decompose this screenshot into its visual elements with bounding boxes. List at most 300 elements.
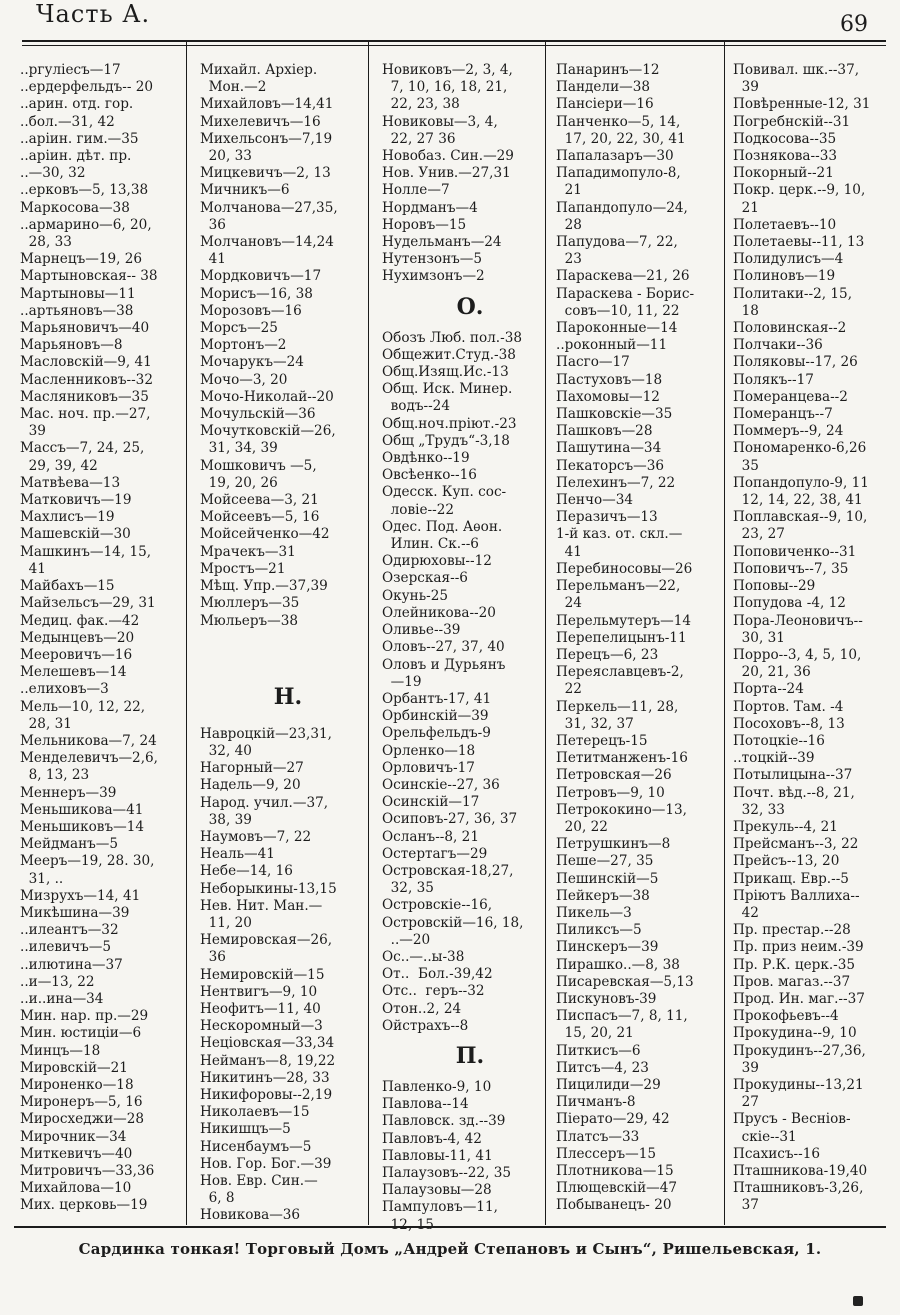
index-entry: Овсѣенко--16 — [382, 467, 477, 484]
index-entry: Обозъ Люб. пол.-38 — [382, 329, 522, 346]
index-entry: Пелехинъ—7, 22 — [556, 474, 676, 491]
index-entry: Повѣренные-12, 31 — [733, 96, 871, 113]
index-entry: Пансіери—16 — [556, 96, 654, 113]
index-entry: Оловъ и Дурьянъ — [382, 656, 506, 673]
index-entry: Никитинъ—28, 33 — [200, 1069, 330, 1086]
index-entry: Пирашко..—8, 38 — [556, 956, 680, 973]
index-entry: ..илютина—37 — [20, 956, 123, 973]
index-entry: Панаринъ—12 — [556, 62, 660, 78]
index-entry: Марьяновичъ—40 — [20, 320, 150, 337]
header-rule-top — [22, 40, 886, 42]
index-entry: Перецъ—6, 23 — [556, 646, 659, 663]
index-entry: Окунь-25 — [382, 587, 448, 604]
index-entry: Прокудина--9, 10 — [733, 1025, 857, 1042]
index-entry: Меньшиковъ—14 — [20, 818, 144, 835]
index-entry: Островская-18,27, — [382, 862, 514, 879]
entry-list — [382, 330, 558, 1035]
index-entry: 36 — [200, 216, 226, 233]
index-entry: Мель—10, 12, 22, — [20, 698, 146, 715]
index-entry: Попандопуло-9, 11 — [733, 474, 869, 491]
index-entry: Овдѣнко--19 — [382, 450, 470, 467]
index-entry: Пицилиди—29 — [556, 1076, 661, 1093]
index-entry: Матковичъ—19 — [20, 492, 132, 509]
index-entry: Меньшикова—41 — [20, 801, 144, 818]
index-entry: Орловичъ-17 — [382, 759, 475, 776]
index-entry: Миткевичъ—40 — [20, 1145, 133, 1162]
index-entry: Михайл. Архіер. — [200, 62, 318, 78]
index-entry: Мизрухъ—14, 41 — [20, 887, 141, 904]
entry-list — [382, 62, 558, 286]
index-entry: Одирюховы--12 — [382, 553, 492, 570]
index-entry: Одес. Под. Аѳон. — [382, 518, 503, 535]
index-entry: Машевскій—30 — [20, 526, 131, 543]
index-entry: Писпасъ—7, 8, 11, — [556, 1008, 688, 1025]
index-entry: Мичникъ—6 — [200, 182, 290, 199]
index-entry: 32, 33 — [733, 801, 785, 818]
index-entry: Писаревская—5,13 — [556, 973, 694, 990]
index-entry: ..и—13, 22 — [20, 973, 95, 990]
index-entry: Перазичъ—13 — [556, 509, 658, 526]
index-entry: 15, 20, 21 — [556, 1025, 634, 1042]
index-entry: Меннеръ—39 — [20, 784, 117, 801]
index-column-4 — [556, 62, 732, 1215]
index-entry: Мойсейченко—42 — [200, 526, 330, 543]
index-entry: Полякъ--17 — [733, 371, 814, 388]
entry-list — [733, 62, 900, 1215]
index-entry: Островскій—16, 18, — [382, 914, 524, 931]
index-entry: Пинскеръ—39 — [556, 939, 659, 956]
index-entry: Немировская—26, — [200, 932, 333, 949]
index-entry: Потоцкіе--16 — [733, 732, 825, 749]
index-entry: Пенчо—34 — [556, 492, 634, 509]
index-entry: Михайлова—10 — [20, 1180, 132, 1197]
index-entry: Переяславцевъ-2, — [556, 664, 684, 681]
index-entry: Погребнскій--31 — [733, 113, 851, 130]
index-entry: Мироненко—18 — [20, 1076, 134, 1093]
index-entry: ..аріин. гим.—35 — [20, 130, 139, 147]
index-entry: Новиковъ—2, 3, 4, — [382, 62, 513, 78]
index-entry: Неаль—41 — [200, 846, 275, 863]
index-entry: Осинскій—17 — [382, 794, 480, 811]
index-entry: Прод. Ин. маг.--37 — [733, 990, 865, 1007]
index-entry: Прокудины--13,21 — [733, 1076, 864, 1093]
index-entry: Поповы--29 — [733, 578, 816, 595]
index-entry: скіе--31 — [733, 1128, 797, 1145]
index-entry: Прусъ - Весніов- — [733, 1111, 851, 1128]
index-entry: Папалазаръ—30 — [556, 148, 674, 165]
index-entry: Петерецъ-15 — [556, 732, 648, 749]
index-entry: Пашковъ—28 — [556, 423, 653, 440]
index-entry: 1-й каз. от. скл.— — [556, 526, 683, 543]
index-entry: Павловы-11, 41 — [382, 1147, 493, 1164]
index-entry: Петровъ—9, 10 — [556, 784, 665, 801]
index-entry: Порта--24 — [733, 681, 804, 698]
index-entry: 32, 40 — [200, 742, 252, 759]
index-entry: ..тоцкій--39 — [733, 750, 815, 767]
index-entry: Михелевичъ—16 — [200, 113, 321, 130]
index-entry: Мелешевъ—14 — [20, 664, 127, 681]
index-entry: Мюльеръ—38 — [200, 612, 299, 629]
footer-rule — [14, 1226, 886, 1228]
index-entry: Пампуловъ—11, — [382, 1199, 498, 1216]
index-entry: Пономаренко-6,26 — [733, 440, 867, 457]
index-entry: Мин. юстиціи—6 — [20, 1025, 142, 1042]
index-entry: Мельникова—7, 24 — [20, 732, 157, 749]
index-entry: Мочо—3, 20 — [200, 371, 288, 388]
index-entry: Майбахъ—15 — [20, 578, 115, 595]
index-entry: Нов. Гор. Бог.—39 — [200, 1155, 332, 1172]
index-entry: Мойсеевъ—5, 16 — [200, 509, 320, 526]
index-entry: Мортонъ—2 — [200, 337, 287, 354]
index-entry: Пташниковъ-3,26, — [733, 1180, 864, 1197]
index-entry: 12, 14, 22, 38, 41 — [733, 492, 863, 509]
index-entry: Нордманъ—4 — [382, 199, 478, 216]
index-entry: Мартыновы—11 — [20, 285, 136, 302]
index-entry: Пароконные—14 — [556, 320, 678, 337]
index-entry: Медынцевъ—20 — [20, 629, 135, 646]
index-entry: 7, 10, 16, 18, 21, — [382, 79, 508, 96]
index-entry: Полчаки--36 — [733, 337, 823, 354]
index-entry: Пападимопуло-8, — [556, 165, 681, 182]
index-entry: Миронеръ—5, 16 — [20, 1094, 143, 1111]
index-entry: 39 — [733, 79, 759, 96]
index-entry: Оловъ--27, 37, 40 — [382, 639, 505, 656]
index-entry: 22, 23, 38 — [382, 96, 460, 113]
index-entry: Марнецъ—19, 26 — [20, 251, 143, 268]
index-entry: Палаузовы—28 — [382, 1182, 492, 1199]
index-entry: Мас. ноч. пр.—27, — [20, 406, 151, 423]
index-entry: ..ердерфельдъ-- 20 — [20, 79, 154, 96]
index-entry: 22 — [556, 681, 582, 698]
index-entry: Микѣшина—39 — [20, 904, 130, 921]
index-entry: Петрушкинъ—8 — [556, 836, 671, 853]
index-entry: Поповичъ--7, 35 — [733, 560, 849, 577]
index-entry: Молчанова—27,35, — [200, 199, 338, 216]
index-entry: Нисенбаумъ—5 — [200, 1138, 312, 1155]
index-entry: Покр. церк.--9, 10, — [733, 182, 866, 199]
index-entry: Осинскіе--27, 36 — [382, 776, 500, 793]
index-entry: Мростъ—21 — [200, 560, 286, 577]
index-entry: Неборыкины-13,15 — [200, 880, 337, 897]
index-entry: Поляковы--17, 26 — [733, 354, 858, 371]
index-entry: Полиновъ—19 — [733, 268, 836, 285]
index-entry: Померанцева--2 — [733, 388, 848, 405]
index-entry: Нов. Унив.—27,31 — [382, 165, 511, 182]
entry-list — [382, 1079, 558, 1234]
index-entry: Пекаторсъ—36 — [556, 457, 665, 474]
index-entry: Озерская--6 — [382, 570, 468, 587]
index-entry: Пискуновъ-39 — [556, 990, 657, 1007]
index-entry: Мѣщ. Упр.—37,39 — [200, 578, 328, 595]
index-entry: Піерато—29, 42 — [556, 1111, 670, 1128]
index-entry: 21 — [733, 199, 759, 216]
index-entry: 20, 21, 36 — [733, 664, 811, 681]
index-entry: Мировскій—21 — [20, 1059, 128, 1076]
index-entry: Новикова—36 — [200, 1207, 301, 1224]
index-entry: ..—20 — [382, 931, 431, 948]
index-entry: Морсъ—25 — [200, 320, 278, 337]
index-entry: Перепелицынъ-11 — [556, 629, 687, 646]
index-entry: Питсъ—4, 23 — [556, 1059, 649, 1076]
index-entry: Нухимзонъ—2 — [382, 268, 485, 285]
index-entry: Морисъ—16, 38 — [200, 285, 313, 302]
index-entry: Общ.ноч.пріют.-23 — [382, 415, 517, 432]
index-entry: Остертагъ—29 — [382, 845, 488, 862]
index-entry: ..артьяновъ—38 — [20, 302, 134, 319]
index-entry: Полидулисъ—4 — [733, 251, 844, 268]
index-entry: Посоховъ--8, 13 — [733, 715, 845, 732]
index-entry: ..и..ина—34 — [20, 990, 104, 1007]
index-entry: Пасго—17 — [556, 354, 630, 371]
index-entry: Половинская--2 — [733, 320, 847, 337]
index-entry: Матвѣева—13 — [20, 474, 121, 491]
index-entry: Нагорный—27 — [200, 760, 304, 777]
index-entry: Мицкевичъ—2, 13 — [200, 165, 331, 182]
part-title: Часть А. — [36, 0, 151, 28]
index-column-1 — [20, 62, 196, 1215]
index-entry: Осиповъ-27, 36, 37 — [382, 811, 518, 828]
index-entry: Пиликсъ—5 — [556, 922, 642, 939]
index-entry: 36 — [200, 949, 226, 966]
index-entry: 32, 35 — [382, 880, 434, 897]
index-entry: От.. Бол.-39,42 — [382, 966, 493, 983]
index-entry: Псахисъ--16 — [733, 1145, 821, 1162]
index-entry: Небе—14, 16 — [200, 863, 293, 880]
index-entry: Покорный--21 — [733, 165, 834, 182]
index-entry: Минцъ—18 — [20, 1042, 101, 1059]
index-entry: Оливье--39 — [382, 622, 461, 639]
index-entry: Побыванецъ- 20 — [556, 1197, 672, 1214]
index-entry: Островскіе--16, — [382, 897, 493, 914]
index-entry: Пашутина—34 — [556, 440, 662, 457]
index-entry: Народ. учил.—37, — [200, 794, 329, 811]
index-entry: Прейсманъ--3, 22 — [733, 836, 859, 853]
index-entry: водъ--24 — [382, 398, 450, 415]
index-entry: Мейдманъ—5 — [20, 836, 119, 853]
index-entry: Осланъ--8, 21 — [382, 828, 479, 845]
index-entry: 22, 27 36 — [382, 130, 456, 147]
index-entry: Орельфельдъ-9 — [382, 725, 491, 742]
index-entry: 28 — [556, 216, 582, 233]
index-entry: 24 — [556, 595, 582, 612]
index-entry: Пр. престар.--28 — [733, 922, 851, 939]
index-entry: —19 — [382, 673, 422, 690]
index-entry: 6, 8 — [200, 1190, 235, 1207]
index-entry: Параскева—21, 26 — [556, 268, 690, 285]
index-entry: ..роконный—11 — [556, 337, 668, 354]
index-entry: 23, 27 — [733, 526, 785, 543]
index-entry: Общежит.Студ.-38 — [382, 346, 516, 363]
index-entry: ..армарино—6, 20, — [20, 216, 152, 233]
index-entry: Политаки--2, 15, — [733, 285, 853, 302]
index-entry: 11, 20 — [200, 914, 252, 931]
index-entry: Наумовъ—7, 22 — [200, 828, 312, 845]
index-entry: Павловск. зд.--39 — [382, 1113, 506, 1130]
header-rule-bottom — [22, 45, 886, 46]
index-entry: Новиковы—3, 4, — [382, 113, 498, 130]
index-entry: Мойсеева—3, 21 — [200, 492, 319, 509]
index-entry: Прейсъ--13, 20 — [733, 853, 840, 870]
index-entry: Маркосова—38 — [20, 199, 130, 216]
index-entry: Папандопуло—24, — [556, 199, 688, 216]
index-column-5 — [733, 62, 900, 1215]
index-entry: Общ „Трудъ“-3,18 — [382, 432, 510, 449]
index-entry: Мошковичъ —5, — [200, 457, 317, 474]
index-entry: Отон..2, 24 — [382, 1000, 462, 1017]
index-entry: Померанцъ--7 — [733, 406, 833, 423]
index-entry: Полетаевы--11, 13 — [733, 234, 865, 251]
index-entry: Подкосова--35 — [733, 130, 837, 147]
index-entry: Пора-Леоновичъ-- — [733, 612, 863, 629]
index-entry: 19, 20, 26 — [200, 474, 278, 491]
index-entry: Нецiовская—33,34 — [200, 1035, 335, 1052]
index-entry: 28, 33 — [20, 234, 72, 251]
index-entry: Нов. Евр. Син.— — [200, 1172, 318, 1189]
index-entry: ..илеантъ—32 — [20, 922, 119, 939]
index-entry: 31, 34, 39 — [200, 440, 278, 457]
index-entry: Плющевскій—47 — [556, 1180, 678, 1197]
index-entry: Нутензонъ—5 — [382, 251, 483, 268]
index-entry: Миросхеджи—28 — [20, 1111, 145, 1128]
index-entry: 20, 33 — [200, 148, 252, 165]
index-entry: Почт. вѣд.--8, 21, — [733, 784, 855, 801]
index-entry: Илин. Ск.--6 — [382, 536, 479, 553]
index-entry: Перкель—11, 28, — [556, 698, 679, 715]
index-entry: Николаевъ—15 — [200, 1104, 310, 1121]
index-entry: Менделевичъ—2,6, — [20, 750, 159, 767]
index-entry: Нев. Нит. Ман.— — [200, 897, 323, 914]
index-entry: Морозовъ—16 — [200, 302, 302, 319]
index-entry: Мрачекъ—31 — [200, 543, 296, 560]
index-entry: Поплавская--9, 10, — [733, 509, 868, 526]
index-entry: Митровичъ—33,36 — [20, 1163, 155, 1179]
index-entry: Прокудинъ--27,36, — [733, 1042, 866, 1059]
page-number: 69 — [840, 12, 868, 37]
page-header — [0, 0, 900, 44]
index-entry: Пріютъ Валлиха-- — [733, 887, 860, 904]
index-entry: Папудова—7, 22, — [556, 234, 678, 251]
index-entry: Никишцъ—5 — [200, 1121, 291, 1138]
index-entry: Нолле—7 — [382, 182, 450, 199]
index-entry: Ос..—..ы-38 — [382, 948, 465, 965]
section-spacer — [200, 630, 376, 676]
index-entry: Пейкеръ—38 — [556, 887, 650, 904]
index-entry: Отс.. геръ--32 — [382, 983, 485, 1000]
index-entry: Мордковичъ—17 — [200, 268, 322, 285]
index-entry: Олейникова--20 — [382, 604, 496, 621]
index-entry: ловіе--22 — [382, 501, 454, 518]
index-entry: 8, 13, 23 — [20, 767, 90, 784]
index-entry: 39 — [20, 423, 46, 440]
index-entry: Нудельманъ—24 — [382, 234, 502, 251]
index-entry: Пикель—3 — [556, 904, 632, 921]
index-entry: 28, 31 — [20, 715, 72, 732]
index-entry: 37 — [733, 1197, 759, 1214]
section-letter: П. — [455, 1042, 485, 1069]
index-entry: Палаузовъ--22, 35 — [382, 1164, 512, 1181]
index-entry: ..елиховъ—3 — [20, 681, 109, 698]
index-entry: Нентвигъ—9, 10 — [200, 983, 318, 1000]
index-entry: ..арин. отд. гор. — [20, 96, 134, 113]
index-entry: Павловъ-4, 42 — [382, 1130, 482, 1147]
index-entry: Поммеръ--9, 24 — [733, 423, 844, 440]
index-entry: Попудова -4, 12 — [733, 595, 846, 612]
index-entry: Машкинъ—14, 15, — [20, 543, 152, 560]
index-entry: Масловскій—9, 41 — [20, 354, 152, 371]
index-entry: 29, 39, 42 — [20, 457, 98, 474]
index-entry: Мочульскій—36 — [200, 406, 316, 423]
index-entry: Орленко—18 — [382, 742, 476, 759]
index-entry: Пандели—38 — [556, 79, 651, 96]
index-entry: Перельманъ—22, — [556, 578, 681, 595]
entry-list — [20, 62, 196, 1215]
index-entry: 17, 20, 22, 30, 41 — [556, 130, 686, 147]
index-entry: Немировскій—15 — [200, 966, 325, 983]
index-entry: Пахомовы—12 — [556, 388, 660, 405]
index-entry: Пеше—27, 35 — [556, 853, 654, 870]
index-entry: Одесск. Куп. сос- — [382, 484, 507, 501]
index-entry: Навроцкій—23,31, — [200, 725, 332, 742]
index-entry: Ойстрахъ--8 — [382, 1017, 469, 1034]
index-entry: Прокофьевъ--4 — [733, 1008, 839, 1025]
index-entry: Пр. Р.К. церк.-35 — [733, 956, 856, 973]
index-entry: Махлисъ—19 — [20, 509, 115, 526]
index-entry: 35 — [733, 457, 759, 474]
index-entry: Масленниковъ--32 — [20, 371, 153, 388]
index-entry: Плотникова—15 — [556, 1163, 674, 1179]
index-entry: Павленко-9, 10 — [382, 1078, 492, 1095]
index-entry: Мюллеръ—35 — [200, 595, 300, 612]
index-entry: Общ. Иск. Минер. — [382, 381, 513, 398]
index-entry: 27 — [733, 1094, 759, 1111]
index-column-2 — [200, 62, 376, 1225]
index-entry: Молчановъ—14,24 — [200, 234, 334, 251]
index-entry: 18 — [733, 302, 759, 319]
index-entry: 41 — [20, 560, 46, 577]
index-entry: Платсъ—33 — [556, 1128, 640, 1145]
index-entry: Неофитъ—11, 40 — [200, 1000, 321, 1017]
index-entry: Мочутковскій—26, — [200, 423, 336, 440]
index-entry: Никифоровы--2,19 — [200, 1086, 333, 1103]
index-entry: Поповиченко--31 — [733, 543, 857, 560]
index-entry: ..ерковъ—5, 13,38 — [20, 182, 149, 199]
index-entry: Общ.Изящ.Ис.-13 — [382, 364, 509, 381]
index-entry: Параскева - Борис- — [556, 285, 695, 302]
index-entry: 31, .. — [20, 870, 64, 887]
index-entry: Прикащ. Евр.--5 — [733, 870, 849, 887]
index-entry: Майзельсъ—29, 31 — [20, 595, 156, 612]
index-entry: 23 — [556, 251, 582, 268]
entry-list — [200, 62, 376, 630]
index-entry: Потылицына--37 — [733, 767, 853, 784]
index-entry: Пр. приз неим.-39 — [733, 939, 864, 956]
index-entry: Питкисъ—6 — [556, 1042, 641, 1059]
index-entry: 21 — [556, 182, 582, 199]
index-entry: Мартыновская-- 38 — [20, 268, 158, 285]
index-entry: Нескоромный—3 — [200, 1018, 323, 1035]
page-mark — [853, 1296, 863, 1306]
index-entry: Мочо-Николай--20 — [200, 388, 334, 405]
index-entry: Петровская—26 — [556, 767, 672, 784]
index-entry: 38, 39 — [200, 811, 252, 828]
section-letter: О. — [456, 293, 484, 320]
index-entry: 42 — [733, 904, 759, 921]
entry-list — [556, 62, 732, 1215]
index-entry: Пешинскій—5 — [556, 870, 659, 887]
index-entry: Пров. магаз.--37 — [733, 973, 851, 990]
index-entry: Порро--3, 4, 5, 10, — [733, 646, 862, 663]
index-entry: 31, 32, 37 — [556, 715, 634, 732]
